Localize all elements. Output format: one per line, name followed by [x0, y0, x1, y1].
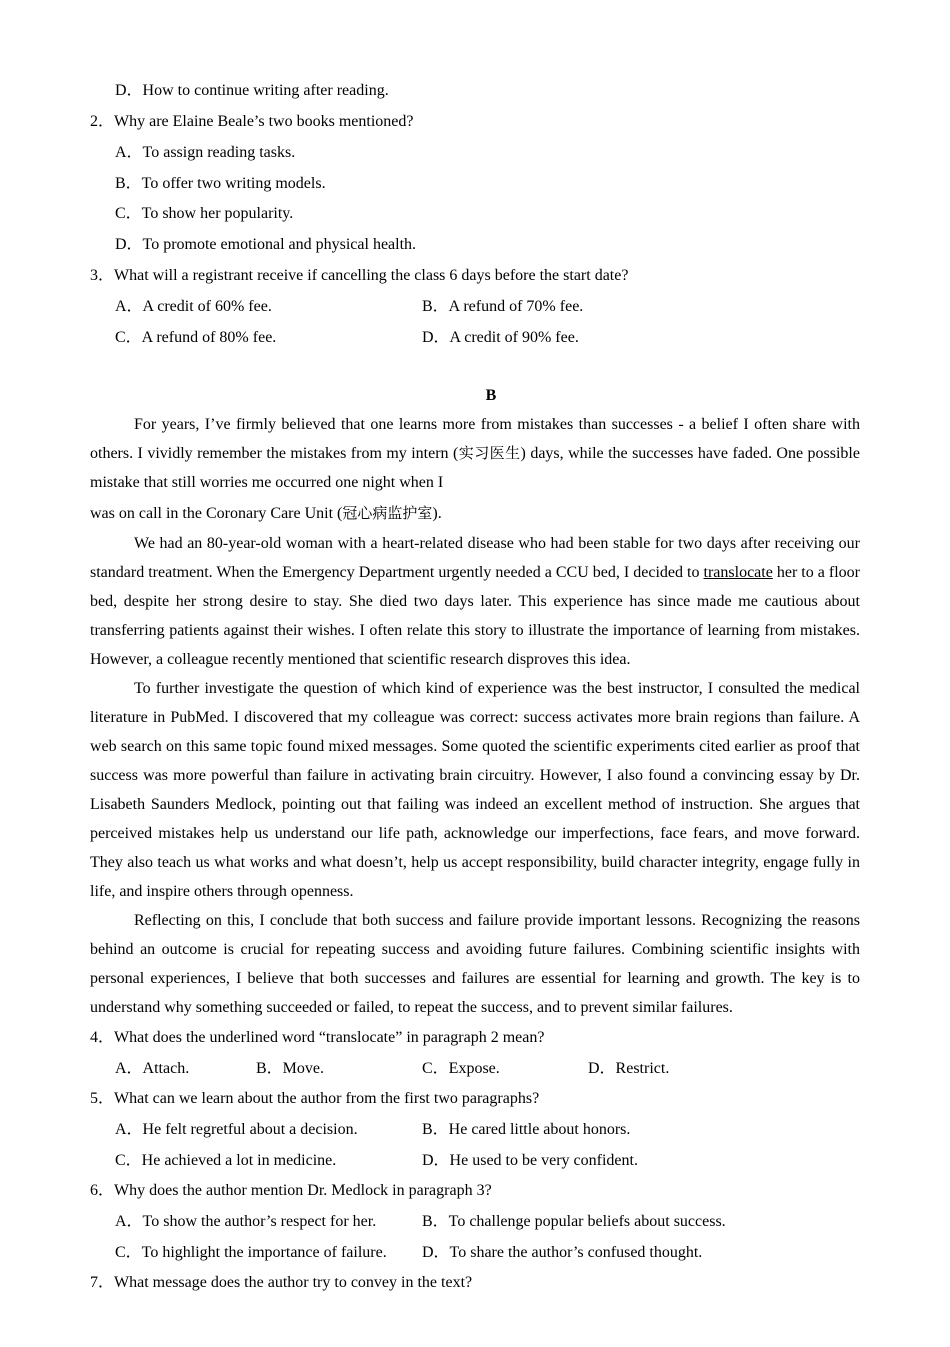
- q4-option-c: C．Expose.: [422, 1060, 500, 1077]
- q4-option-d: D．Restrict.: [588, 1060, 670, 1077]
- q6-option-c: C．To highlight the importance of failure.: [115, 1244, 387, 1261]
- q5-stem: 5．What can we learn about the author from the first two paragraphs?: [90, 1090, 540, 1107]
- q3-option-d: D．A credit of 90% fee.: [422, 329, 579, 346]
- p2-text-b: her to a floor bed, despite her strong desire to stay. She died two days later. This experience has since made me cautious about transferring patients against their wishes. I often relate this story to illustrate the importance of learning from mistakes. However, a colleague recently mentioned that scientific research disproves this idea.: [90, 564, 861, 668]
- q3-option-a: A．A credit of 60% fee.: [115, 298, 272, 315]
- p1-chinese-gloss-2: 冠心病监护室: [342, 504, 433, 522]
- q3-stem: 3．What will a registrant receive if cancelling the class 6 days before the start date?: [90, 267, 629, 284]
- passage-paragraph-1: [90, 410, 860, 498]
- q2-option-c: C．To show her popularity.: [115, 205, 294, 222]
- q5-option-d: D．He used to be very confident.: [422, 1152, 638, 1169]
- passage-paragraph-3: To further investigate the question of which kind of experience was the best instructor, I consulted the medical literature in PubMed. I discovered that my colleague was correct: success activates more brain regions than failure. A web search on this same topic found mixed messages. Some quoted the scientific experiments cited earlier as proof that success was more powerful than failure in activating brain circuitry. However, I also found a convincing essay by Dr. Lisabeth Saunders Medlock, pointing out that failing was indeed an excellent method of instruction. She argues that perceived mistakes help us understand our life path, acknowledge our imperfections, face fears, and move forward. They also teach us what works and what doesn’t, help us accept responsibility, build character integrity, engage fully in life, and inspire others through openness.: [90, 680, 860, 900]
- q5-option-c: C．He achieved a lot in medicine.: [115, 1152, 337, 1169]
- q5-option-b: B．He cared little about honors.: [422, 1121, 631, 1138]
- q2-option-d: D．To promote emotional and physical health.: [115, 236, 417, 253]
- q7-stem: 7．What message does the author try to convey in the text?: [90, 1274, 473, 1291]
- q3-option-c: C．A refund of 80% fee.: [115, 329, 277, 346]
- p1-text-b: ) days, while the successes have faded. One possible mistake that still worries me occurred one night when I: [90, 445, 860, 491]
- p1-text-a: For years, I’ve firmly believed that one learns more from mistakes than successes - a belief I often share with others. I vividly remember the mistakes from my intern (: [90, 416, 860, 462]
- q5-option-a: A．He felt regretful about a decision.: [115, 1121, 358, 1138]
- p1-text-d: ).: [432, 505, 442, 522]
- section-title: B: [485, 387, 497, 404]
- p1-chinese-gloss-1: 实习医生: [458, 444, 521, 462]
- q4-stem: 4．What does the underlined word “translocate” in paragraph 2 mean?: [90, 1029, 545, 1046]
- passage-paragraph-2: [90, 529, 860, 674]
- q4-option-b: B．Move.: [256, 1060, 325, 1077]
- q6-option-d: D．To share the author’s confused thought.: [422, 1244, 703, 1261]
- q6-stem: 6．Why does the author mention Dr. Medlock in paragraph 3?: [90, 1182, 492, 1199]
- q1-option-d: D．How to continue writing after reading.: [115, 82, 389, 99]
- passage-paragraph-4: Reflecting on this, I conclude that both success and failure provide important lessons. Recognizing the reasons behind an outcome is crucial for repeating success and avoiding future failures. Combining scientific insights with personal experiences, I believe that both successes and failures are essential for learning and growth. The key is to understand why something succeeded or failed, to repeat the success, and to prevent similar failures.: [90, 912, 860, 1016]
- p1-text-c: was on call in the Coronary Care Unit (: [90, 505, 343, 522]
- p2-text-a: We had an 80-year-old woman with a heart-related disease who had been stable for two days after receiving our standard treatment. When the Emergency Department urgently needed a CCU bed, I decided to: [90, 535, 860, 581]
- q2-option-a: A．To assign reading tasks.: [115, 144, 296, 161]
- q6-option-b: B．To challenge popular beliefs about success.: [422, 1213, 726, 1230]
- q2-stem: 2．Why are Elaine Beale’s two books mentioned?: [90, 113, 414, 130]
- q4-option-a: A．Attach.: [115, 1060, 190, 1077]
- q2-option-b: B．To offer two writing models.: [115, 175, 326, 192]
- q6-option-a: A．To show the author’s respect for her.: [115, 1213, 377, 1230]
- underlined-word: translocate: [703, 564, 773, 581]
- passage-paragraph-1-continued: [90, 499, 860, 528]
- q3-option-b: B．A refund of 70% fee.: [422, 298, 584, 315]
